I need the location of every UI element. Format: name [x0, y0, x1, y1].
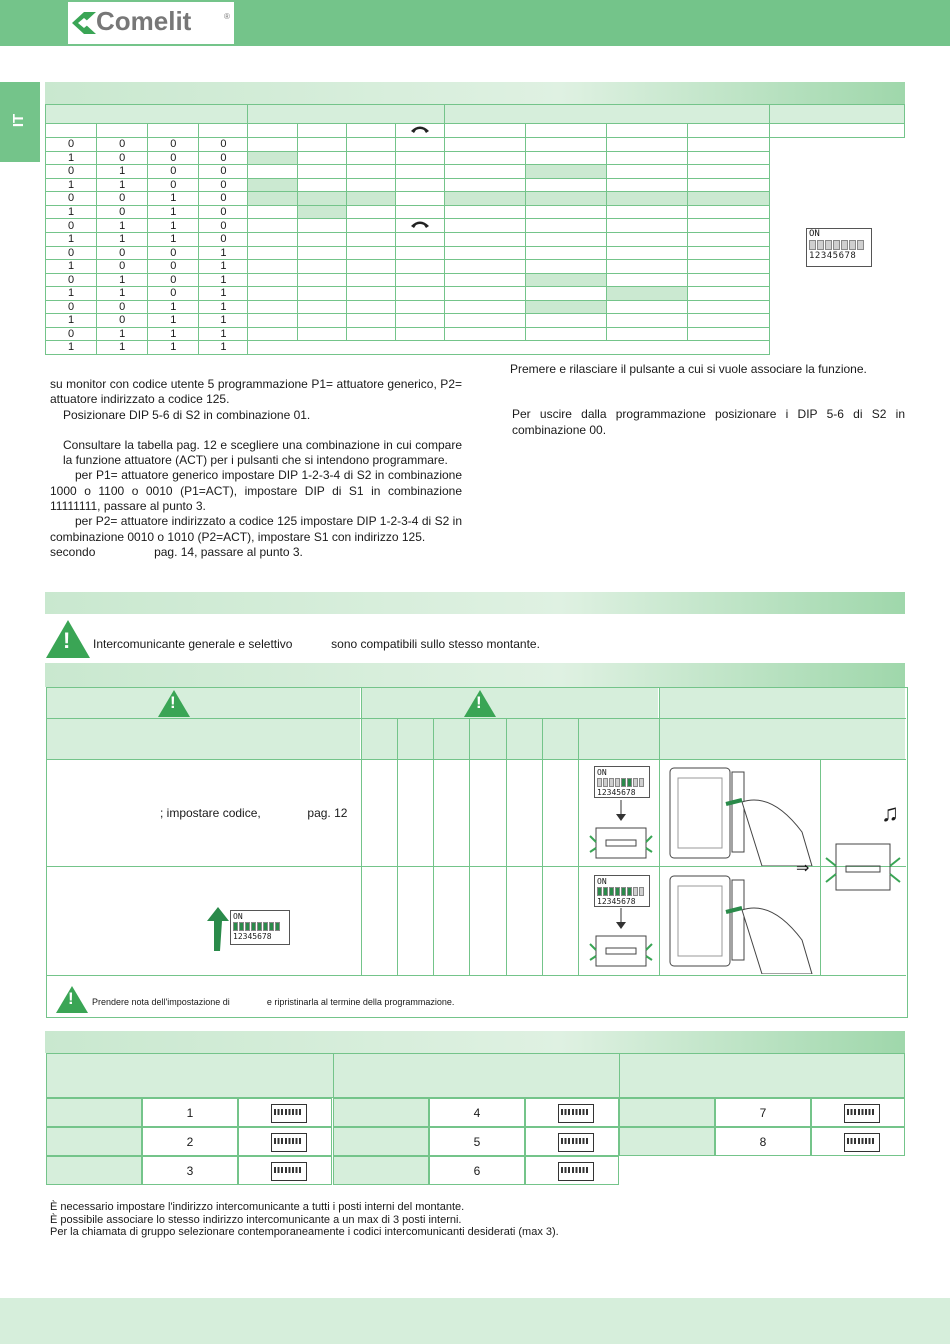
- table-cell: 0: [199, 233, 248, 247]
- table-cell: 0: [148, 151, 199, 165]
- table-cell: [297, 246, 346, 260]
- table-row: [46, 300, 905, 314]
- table-cell: [526, 327, 607, 341]
- warning1-a: Intercomunicante generale e selettivo: [93, 637, 293, 651]
- table-row: [46, 178, 905, 192]
- table-cell: [395, 178, 444, 192]
- table-cell: [688, 165, 769, 179]
- section-bar-4: [45, 1031, 905, 1053]
- led-diagram-1-icon: [586, 798, 656, 864]
- table-cell: 1: [148, 327, 199, 341]
- right-p1: Premere e rilasciare il pulsante a cui si vuole associare la funzione.: [510, 362, 867, 376]
- address-label-cell: [619, 1127, 715, 1156]
- table-cell: [526, 314, 607, 328]
- table-cell: 0: [46, 246, 97, 260]
- table-cell: [297, 287, 346, 301]
- section-bar-2: [45, 592, 905, 614]
- table-cell: 1: [46, 341, 97, 355]
- dip-numbers: 12345678: [597, 788, 636, 797]
- table-cell: [607, 219, 688, 233]
- table-cell: [444, 219, 525, 233]
- table-cell: [526, 246, 607, 260]
- table-cell: [526, 219, 607, 233]
- address-dip-cell: [811, 1098, 905, 1127]
- table-cell: 1: [97, 219, 148, 233]
- table-cell: [346, 205, 395, 219]
- table-cell: 0: [97, 151, 148, 165]
- section-bar-1: [45, 82, 905, 104]
- left-p3: Consultare la tabella pag. 12 e scegliere una combinazione in cui compare la funzione attuatore (ACT) per i pulsanti che si intendono programmare.: [63, 437, 462, 468]
- table-cell: [688, 233, 769, 247]
- table-row: [46, 287, 905, 301]
- table-cell: 1: [97, 287, 148, 301]
- table-cell: [526, 138, 607, 152]
- table-cell: 1: [148, 300, 199, 314]
- address-dip-cell: [238, 1156, 332, 1185]
- table-cell: 0: [46, 219, 97, 233]
- table-cell: [248, 314, 297, 328]
- table-cell: [688, 246, 769, 260]
- handset-icon: [409, 219, 431, 229]
- address-number: 2: [142, 1127, 238, 1156]
- table-cell: 1: [148, 192, 199, 206]
- table-cell: [248, 138, 297, 152]
- table-cell: [248, 287, 297, 301]
- table-cell: 1: [148, 233, 199, 247]
- table-cell: [444, 233, 525, 247]
- table-cell: 0: [97, 246, 148, 260]
- monitor-press-illustration-2: [662, 870, 818, 974]
- left-p6a: secondo: [50, 544, 96, 559]
- arrow-right: ⇒: [796, 860, 810, 877]
- table-cell: 0: [148, 273, 199, 287]
- address-dip-cell: [238, 1127, 332, 1156]
- table-cell: [297, 260, 346, 274]
- table-cell: [248, 151, 297, 165]
- table-cell: 1: [148, 205, 199, 219]
- dip-switch-icon: [844, 1104, 880, 1123]
- dip-on-label: ON: [233, 912, 243, 921]
- table-cell: [526, 233, 607, 247]
- table-cell: [297, 165, 346, 179]
- table-cell: [248, 260, 297, 274]
- dip-on-label: ON: [597, 768, 607, 777]
- logo-text: Comelit: [96, 6, 192, 36]
- dip-on-label: ON: [809, 229, 820, 239]
- table-cell: [346, 178, 395, 192]
- table-row: [46, 192, 905, 206]
- dip-table: [45, 104, 905, 355]
- table-cell: [526, 205, 607, 219]
- address-label-cell: [46, 1127, 142, 1156]
- address-number: 1: [142, 1098, 238, 1127]
- table-cell: [346, 246, 395, 260]
- table-cell: 1: [199, 314, 248, 328]
- address-dip-cell: [811, 1127, 905, 1156]
- table-cell: 0: [46, 165, 97, 179]
- table-cell: [444, 138, 525, 152]
- led-diagram-3-icon: [822, 838, 904, 898]
- dip-numbers: 12345678: [233, 932, 272, 941]
- notes: [50, 1201, 559, 1239]
- table-cell: [297, 314, 346, 328]
- table-cell: 0: [199, 219, 248, 233]
- table-cell: [444, 151, 525, 165]
- table-cell: 0: [148, 138, 199, 152]
- warning1-b: sono compatibili sullo stesso montante.: [331, 637, 540, 651]
- table-cell: [395, 219, 444, 233]
- table-cell: [688, 205, 769, 219]
- table-row: [46, 219, 905, 233]
- table-cell: [248, 300, 297, 314]
- table-cell: [444, 165, 525, 179]
- dip-numbers: 12345678: [809, 251, 857, 261]
- table-cell: 0: [46, 327, 97, 341]
- table-cell: [248, 327, 297, 341]
- table-cell: [607, 273, 688, 287]
- table-cell: [297, 300, 346, 314]
- table-cell: 0: [97, 260, 148, 274]
- table-cell: [297, 178, 346, 192]
- table-cell: 1: [46, 287, 97, 301]
- table-cell: 0: [148, 246, 199, 260]
- table-cell: [526, 287, 607, 301]
- address-dip-cell: [238, 1098, 332, 1127]
- table-cell: 1: [148, 219, 199, 233]
- dip-switch-icon: [558, 1133, 594, 1152]
- table-cell: [526, 260, 607, 274]
- table-cell: [297, 192, 346, 206]
- table-cell: [248, 178, 297, 192]
- dip-switch-step2-left: [230, 910, 290, 945]
- table-cell: 1: [97, 165, 148, 179]
- table-cell: [607, 246, 688, 260]
- table-cell: [444, 273, 525, 287]
- table-cell: [526, 165, 607, 179]
- address-label-cell: [619, 1098, 715, 1127]
- table-cell: [346, 165, 395, 179]
- address-number: 4: [429, 1098, 525, 1127]
- table-cell: 0: [46, 138, 97, 152]
- dip-switch-icon: [844, 1133, 880, 1152]
- table-cell: [607, 138, 688, 152]
- table-cell: [444, 327, 525, 341]
- table-cell: 1: [97, 341, 148, 355]
- right-column: [510, 362, 905, 438]
- address-label-cell: [333, 1156, 429, 1185]
- table-cell: 0: [199, 138, 248, 152]
- table-cell: 0: [199, 151, 248, 165]
- table-cell: 0: [46, 300, 97, 314]
- table-cell: [395, 300, 444, 314]
- dip-switch-table1: [806, 228, 872, 267]
- table-cell: [688, 287, 769, 301]
- music-note-icon: ♫: [881, 800, 899, 827]
- step1-b: pag. 12: [307, 806, 348, 820]
- table-cell: [395, 314, 444, 328]
- table-cell: [248, 192, 297, 206]
- table-cell: [444, 246, 525, 260]
- table-cell: 0: [97, 300, 148, 314]
- table-cell: [395, 260, 444, 274]
- address-dip-cell: [525, 1098, 619, 1127]
- table-cell: [444, 178, 525, 192]
- table-cell: 0: [199, 178, 248, 192]
- table-cell: [444, 300, 525, 314]
- table-cell: [346, 260, 395, 274]
- logo-mark-icon: [70, 10, 98, 36]
- table-cell: 0: [148, 287, 199, 301]
- table-cell: 0: [97, 205, 148, 219]
- monitor-press-illustration-1: [662, 762, 818, 866]
- table-cell: [297, 219, 346, 233]
- table-cell: 0: [148, 165, 199, 179]
- table-cell: [346, 233, 395, 247]
- left-p6b: pag. 14, passare al punto 3.: [154, 544, 303, 559]
- table-cell: 1: [97, 178, 148, 192]
- table-cell: [395, 287, 444, 301]
- table-cell: 1: [46, 151, 97, 165]
- table-row: [46, 165, 905, 179]
- language-label: IT: [10, 113, 28, 128]
- warning2-b: e ripristinarla al termine della programmazione.: [266, 997, 455, 1007]
- address-label-cell: [333, 1098, 429, 1127]
- table-cell: [346, 327, 395, 341]
- table-cell: [297, 327, 346, 341]
- up-arrow-icon: [205, 905, 231, 953]
- table-cell: 1: [46, 178, 97, 192]
- table-cell: 1: [97, 273, 148, 287]
- address-dip-cell: [525, 1156, 619, 1185]
- language-tab: [0, 82, 40, 162]
- table-cell: [346, 273, 395, 287]
- table-cell: [395, 151, 444, 165]
- table-cell: 0: [199, 192, 248, 206]
- table-cell: 1: [97, 327, 148, 341]
- table-cell: [607, 300, 688, 314]
- dip-cell: [769, 124, 904, 138]
- table-cell: 1: [148, 314, 199, 328]
- table-cell: 1: [46, 314, 97, 328]
- dip-switch-icon: [271, 1162, 307, 1181]
- table-cell: [248, 233, 297, 247]
- table-row: [46, 205, 905, 219]
- table-row: [46, 151, 905, 165]
- left-p1: su monitor con codice utente 5 programmazione P1= attuatore generico, P2= attuatore indirizzato a codice 125.: [50, 377, 462, 407]
- dip-on-label: ON: [597, 877, 607, 886]
- table-cell: [444, 192, 525, 206]
- address-header: [46, 1053, 905, 1098]
- table-cell: [607, 205, 688, 219]
- address-number: 3: [142, 1156, 238, 1185]
- warning2-a: Prendere nota dell'impostazione di: [92, 997, 230, 1007]
- table-cell: 1: [46, 205, 97, 219]
- table-cell: [688, 300, 769, 314]
- table-cell: 1: [148, 341, 199, 355]
- table-cell: 1: [199, 246, 248, 260]
- table-cell: 1: [199, 300, 248, 314]
- table-cell: 1: [199, 287, 248, 301]
- left-p5: per P2= attuatore indirizzato a codice 125 impostare DIP 1-2-3-4 di S2 in combinazione 0010 o 1010 (P2=ACT), impostare S1 con indirizzo 125.: [50, 514, 462, 544]
- table-cell: 0: [97, 192, 148, 206]
- table-cell: [607, 314, 688, 328]
- table-cell: [297, 233, 346, 247]
- section-bar-3: [45, 663, 905, 687]
- dip-numbers: 12345678: [597, 897, 636, 906]
- table-cell: [297, 205, 346, 219]
- table-row: [46, 273, 905, 287]
- table-cell: [444, 314, 525, 328]
- table-cell: 0: [148, 260, 199, 274]
- table-cell: [297, 138, 346, 152]
- address-number: 8: [715, 1127, 811, 1156]
- dip-switch-icon: [558, 1104, 594, 1123]
- note-3: Per la chiamata di gruppo selezionare contemporaneamente i codici intercomunicanti desiderati (max 3).: [50, 1226, 559, 1238]
- table-cell: 0: [148, 178, 199, 192]
- step1-text: [160, 806, 347, 821]
- table-cell: 1: [199, 260, 248, 274]
- dip-switch-icon: [271, 1104, 307, 1123]
- table-cell: [607, 178, 688, 192]
- table-cell: [395, 205, 444, 219]
- table-cell: [688, 151, 769, 165]
- address-label-cell: [46, 1156, 142, 1185]
- table-cell: 1: [199, 273, 248, 287]
- table-cell: [346, 314, 395, 328]
- address-label-cell: [46, 1098, 142, 1127]
- dip-switch-step1: [594, 766, 650, 798]
- table-cell: [248, 246, 297, 260]
- table-cell: [395, 246, 444, 260]
- table-row: [46, 246, 905, 260]
- table-cell: [395, 165, 444, 179]
- table-cell: [526, 273, 607, 287]
- step1-a: ; impostare codice,: [160, 806, 261, 820]
- table-cell: 0: [199, 165, 248, 179]
- table-cell: [346, 138, 395, 152]
- table-cell: [526, 192, 607, 206]
- table-cell: [248, 165, 297, 179]
- table-cell: [688, 273, 769, 287]
- table-cell: 0: [97, 314, 148, 328]
- left-p2: Posizionare DIP 5-6 di S2 in combinazione 01.: [63, 407, 311, 422]
- table-cell: [607, 233, 688, 247]
- dip-switch-icon: [271, 1133, 307, 1152]
- table-cell: [688, 192, 769, 206]
- table-cell: [526, 151, 607, 165]
- table-cell: 1: [199, 341, 248, 355]
- table-cell: 0: [97, 138, 148, 152]
- table-cell: 0: [46, 273, 97, 287]
- table-cell: 0: [46, 192, 97, 206]
- table-row: [46, 138, 905, 152]
- dip-switch-icon: [558, 1162, 594, 1181]
- brand-logo: [68, 2, 234, 44]
- table-cell: 0: [199, 205, 248, 219]
- table-cell: [688, 327, 769, 341]
- table-row: [46, 327, 905, 341]
- table-cell: [444, 205, 525, 219]
- table-cell: [607, 165, 688, 179]
- table-cell: [607, 287, 688, 301]
- table-cell: [688, 138, 769, 152]
- table-cell: [395, 273, 444, 287]
- table-cell: [346, 151, 395, 165]
- table-cell: 1: [46, 260, 97, 274]
- table-cell: [395, 138, 444, 152]
- table-cell: [444, 260, 525, 274]
- table-cell: [607, 260, 688, 274]
- table-row: [46, 341, 905, 355]
- table-cell: [248, 205, 297, 219]
- table-cell: [526, 178, 607, 192]
- table-cell: [297, 151, 346, 165]
- table-cell: [395, 233, 444, 247]
- table-cell: [688, 314, 769, 328]
- address-label-cell: [333, 1127, 429, 1156]
- address-dip-cell: [525, 1127, 619, 1156]
- handset-icon: [409, 124, 431, 134]
- table-cell: [688, 178, 769, 192]
- address-number: 7: [715, 1098, 811, 1127]
- table-cell: [395, 192, 444, 206]
- table-cell: [395, 327, 444, 341]
- table-cell: [297, 273, 346, 287]
- logo-reg: ®: [224, 12, 230, 21]
- table-row: [46, 260, 905, 274]
- table-cell: 1: [97, 233, 148, 247]
- right-p2: Per uscire dalla programmazione posizionare i DIP 5-6 di S2 in combinazione 00.: [512, 407, 905, 437]
- table-cell: [346, 219, 395, 233]
- table-cell: [248, 273, 297, 287]
- table-cell: [346, 300, 395, 314]
- table-cell: [688, 260, 769, 274]
- left-column: [50, 377, 462, 560]
- address-number: 5: [429, 1127, 525, 1156]
- left-p4: per P1= attuatore generico impostare DIP 1-2-3-4 di S2 in combinazione 1000 o 1100 o 0010 (P1=ACT), impostare DIP di S1 in combinazione 11111111, passare al punto 3.: [50, 468, 462, 514]
- footer-bar: [0, 1298, 950, 1344]
- table-cell: [607, 192, 688, 206]
- table-cell: [607, 151, 688, 165]
- table-cell: [688, 219, 769, 233]
- table-row: [46, 233, 905, 247]
- table-cell: [444, 287, 525, 301]
- dip-switch-step2: [594, 875, 650, 907]
- table-cell: 1: [46, 233, 97, 247]
- table-cell: [248, 219, 297, 233]
- table-cell: [346, 287, 395, 301]
- note-2: È possibile associare lo stesso indirizzo intercomunicante a un max di 3 posti interni.: [50, 1213, 462, 1226]
- table-cell: [526, 300, 607, 314]
- note-1: È necessario impostare l'indirizzo intercomunicante a tutti i posti interni del montante.: [50, 1201, 465, 1213]
- table-cell: [346, 192, 395, 206]
- warning1-text: [93, 637, 540, 652]
- warning2-text: [92, 997, 454, 1007]
- address-number: 6: [429, 1156, 525, 1185]
- table-cell: [607, 327, 688, 341]
- led-diagram-2-icon: [586, 906, 656, 972]
- table-row: [46, 314, 905, 328]
- table-cell: 1: [199, 327, 248, 341]
